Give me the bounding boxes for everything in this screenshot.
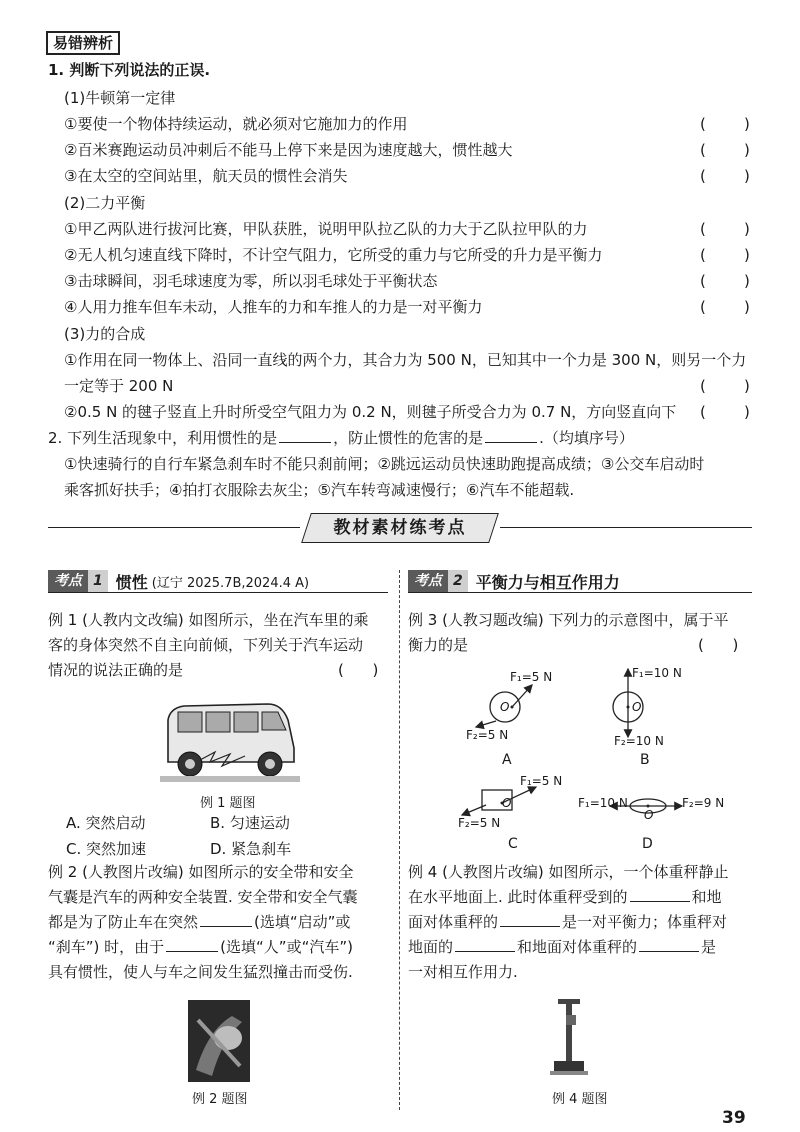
answer-paren[interactable]: ( ) (338, 661, 379, 679)
answer-blank[interactable] (455, 937, 515, 952)
answer-blank[interactable] (279, 428, 331, 443)
ex3-b-o: O (632, 700, 642, 714)
ex3-d-f1: F₁=10 N (578, 796, 628, 810)
answer-paren[interactable]: ( ) (700, 298, 750, 316)
ex2-caption: 例 2 题图 (192, 1092, 248, 1107)
q1-g3-item1-cont: 一定等于 200 N (64, 377, 174, 395)
ex4-scale-image (548, 995, 588, 1081)
q1-g2-item4: ④人用力推车但车未动，人推车的力和车推人的力是一对平衡力 (64, 298, 483, 316)
q1-group3-heading: (3)力的合成 (64, 325, 146, 343)
answer-paren[interactable]: ( ) (700, 220, 750, 238)
answer-blank[interactable] (166, 937, 218, 952)
ex3-d-f2: F₂=9 N (682, 796, 725, 810)
page-number: 39 (722, 1108, 746, 1128)
ex1-option-d[interactable]: D. 紧急刹车 (210, 840, 292, 858)
ex2-seatbelt-image (188, 1000, 250, 1082)
answer-paren[interactable]: ( ) (698, 636, 739, 654)
q1-g1-item3: ③在太空的空间站里，航天员的惯性会消失 (64, 167, 348, 185)
answer-blank[interactable] (639, 937, 699, 952)
kaodian-2-header: 考点 2 平衡力与相互作用力 (408, 570, 620, 592)
answer-paren[interactable]: ( ) (700, 115, 750, 133)
ex3-d-o: O (644, 808, 654, 822)
ex3-text: 例 3 (人教习题改编) 下列力的示意图中，属于平 衡力的是 ( ) (408, 608, 752, 658)
ex4-caption: 例 4 题图 (552, 1092, 608, 1107)
answer-paren[interactable]: ( ) (700, 272, 750, 290)
diagram-c[interactable] (462, 787, 536, 815)
answer-blank[interactable] (500, 912, 560, 927)
kaodian-1-rule (48, 592, 388, 593)
answer-paren[interactable]: ( ) (700, 167, 750, 185)
q1-g2-item1: ①甲乙两队进行拔河比赛，甲队获胜，说明甲队拉乙队的力大于乙队拉甲队的力 (64, 220, 588, 238)
ex3-d-letter: D (642, 836, 653, 852)
ex4-text: 例 4 (人教图片改编) 如图所示，一个体重秤静止 在水平地面上. 此时体重秤受到的 和地 面对体重秤的 是一对平衡力；体重秤对 地面的 和地面对体重秤的 是 一对相互作用力. (408, 863, 729, 981)
ex3-c-o: O (502, 796, 512, 810)
ex3-b-f2: F₂=10 N (614, 734, 664, 748)
banner-rule-right (500, 527, 752, 528)
q1-g2-item3: ③击球瞬间，羽毛球速度为零，所以羽毛球处于平衡状态 (64, 272, 438, 290)
ex3-b-letter: B (640, 752, 650, 768)
q1-g1-item1: ①要使一个物体持续运动，就必须对它施加力的作用 (64, 115, 408, 133)
ex1-option-b[interactable]: B. 匀速运动 (210, 814, 290, 832)
ex3-a-f1: F₁=5 N (510, 670, 553, 684)
q1-g3-item1: ①作用在同一物体上、沿同一直线的两个力，其合力为 500 N，已知其中一个力是 300 N，则另一个力 (64, 351, 747, 369)
ex3-c-letter: C (508, 836, 518, 852)
answer-paren[interactable]: ( ) (700, 377, 750, 395)
answer-blank[interactable] (200, 912, 252, 927)
ex1-caption: 例 1 题图 (200, 796, 256, 811)
q1-group2-heading: (2)二力平衡 (64, 194, 146, 212)
ex3-a-f2: F₂=5 N (466, 728, 509, 742)
ex1-option-c[interactable]: C. 突然加速 (66, 840, 147, 858)
answer-blank[interactable] (485, 428, 537, 443)
q1-g3-item2: ②0.5 N 的毽子竖直上升时所受空气阻力为 0.2 N，则毽子所受合力为 0.7 N，方向竖直向下 (64, 403, 677, 421)
ex3-b-f1: F₁=10 N (632, 666, 682, 680)
q2-line1: 2. 下列生活现象中，利用惯性的是 ，防止惯性的危害的是 .（均填序号） (48, 429, 634, 447)
q1-title: 1. 判断下列说法的正误. (48, 61, 211, 79)
answer-paren[interactable]: ( ) (700, 246, 750, 264)
section-tag: 易错辨析 (46, 31, 120, 55)
kaodian-1-header: 考点 1 惯性 (辽宁 2025.7B,2024.4 A) (48, 570, 309, 592)
ex1-option-a[interactable]: A. 突然启动 (66, 814, 146, 832)
ex1-text: 例 1 (人教内文改编) 如图所示，坐在汽车里的乘 客的身体突然不自主向前倾，下列关于汽车运动 情况的说法正确的是 ( ) (48, 608, 392, 683)
ex2-text: 例 2 (人教图片改编) 如图所示的安全带和安全 气囊是汽车的两种安全装置. 安全带和安全气囊 都是为了防止车在突然 (选填“启动”或 “刹车”) 时，由于 (选填“人”或“汽车”) 具有惯性，使人与车之间发生猛烈撞击而受伤. (48, 863, 358, 981)
kaodian-2-rule (408, 592, 752, 593)
ex3-c-f1: F₁=5 N (520, 774, 563, 788)
q2-line2: ①快速骑行的自行车紧急刹车时不能只刹前闸；②跳远运动员快速助跑提高成绩；③公交车启动时 (64, 455, 705, 473)
banner-rule-left (48, 527, 300, 528)
column-divider (399, 570, 400, 1110)
section-banner: 教材素材练考点 (306, 513, 494, 543)
answer-paren[interactable]: ( ) (700, 141, 750, 159)
ex3-c-f2: F₂=5 N (458, 816, 501, 830)
ex3-a-o: O (500, 700, 510, 714)
answer-paren[interactable]: ( ) (700, 403, 750, 421)
q1-group1-heading: (1)牛顿第一定律 (64, 89, 176, 107)
ex1-van-image (160, 690, 300, 785)
q1-g1-item2: ②百米赛跑运动员冲刺后不能马上停下来是因为速度越大，惯性越大 (64, 141, 513, 159)
ex3-a-letter: A (502, 752, 512, 768)
q2-line3: 乘客抓好扶手；④拍打衣服除去灰尘；⑤汽车转弯减速慢行；⑥汽车不能超载. (64, 481, 575, 499)
answer-blank[interactable] (630, 887, 690, 902)
q1-g2-item2: ②无人机匀速直线下降时，不计空气阻力，它所受的重力与它所受的升力是平衡力 (64, 246, 603, 264)
